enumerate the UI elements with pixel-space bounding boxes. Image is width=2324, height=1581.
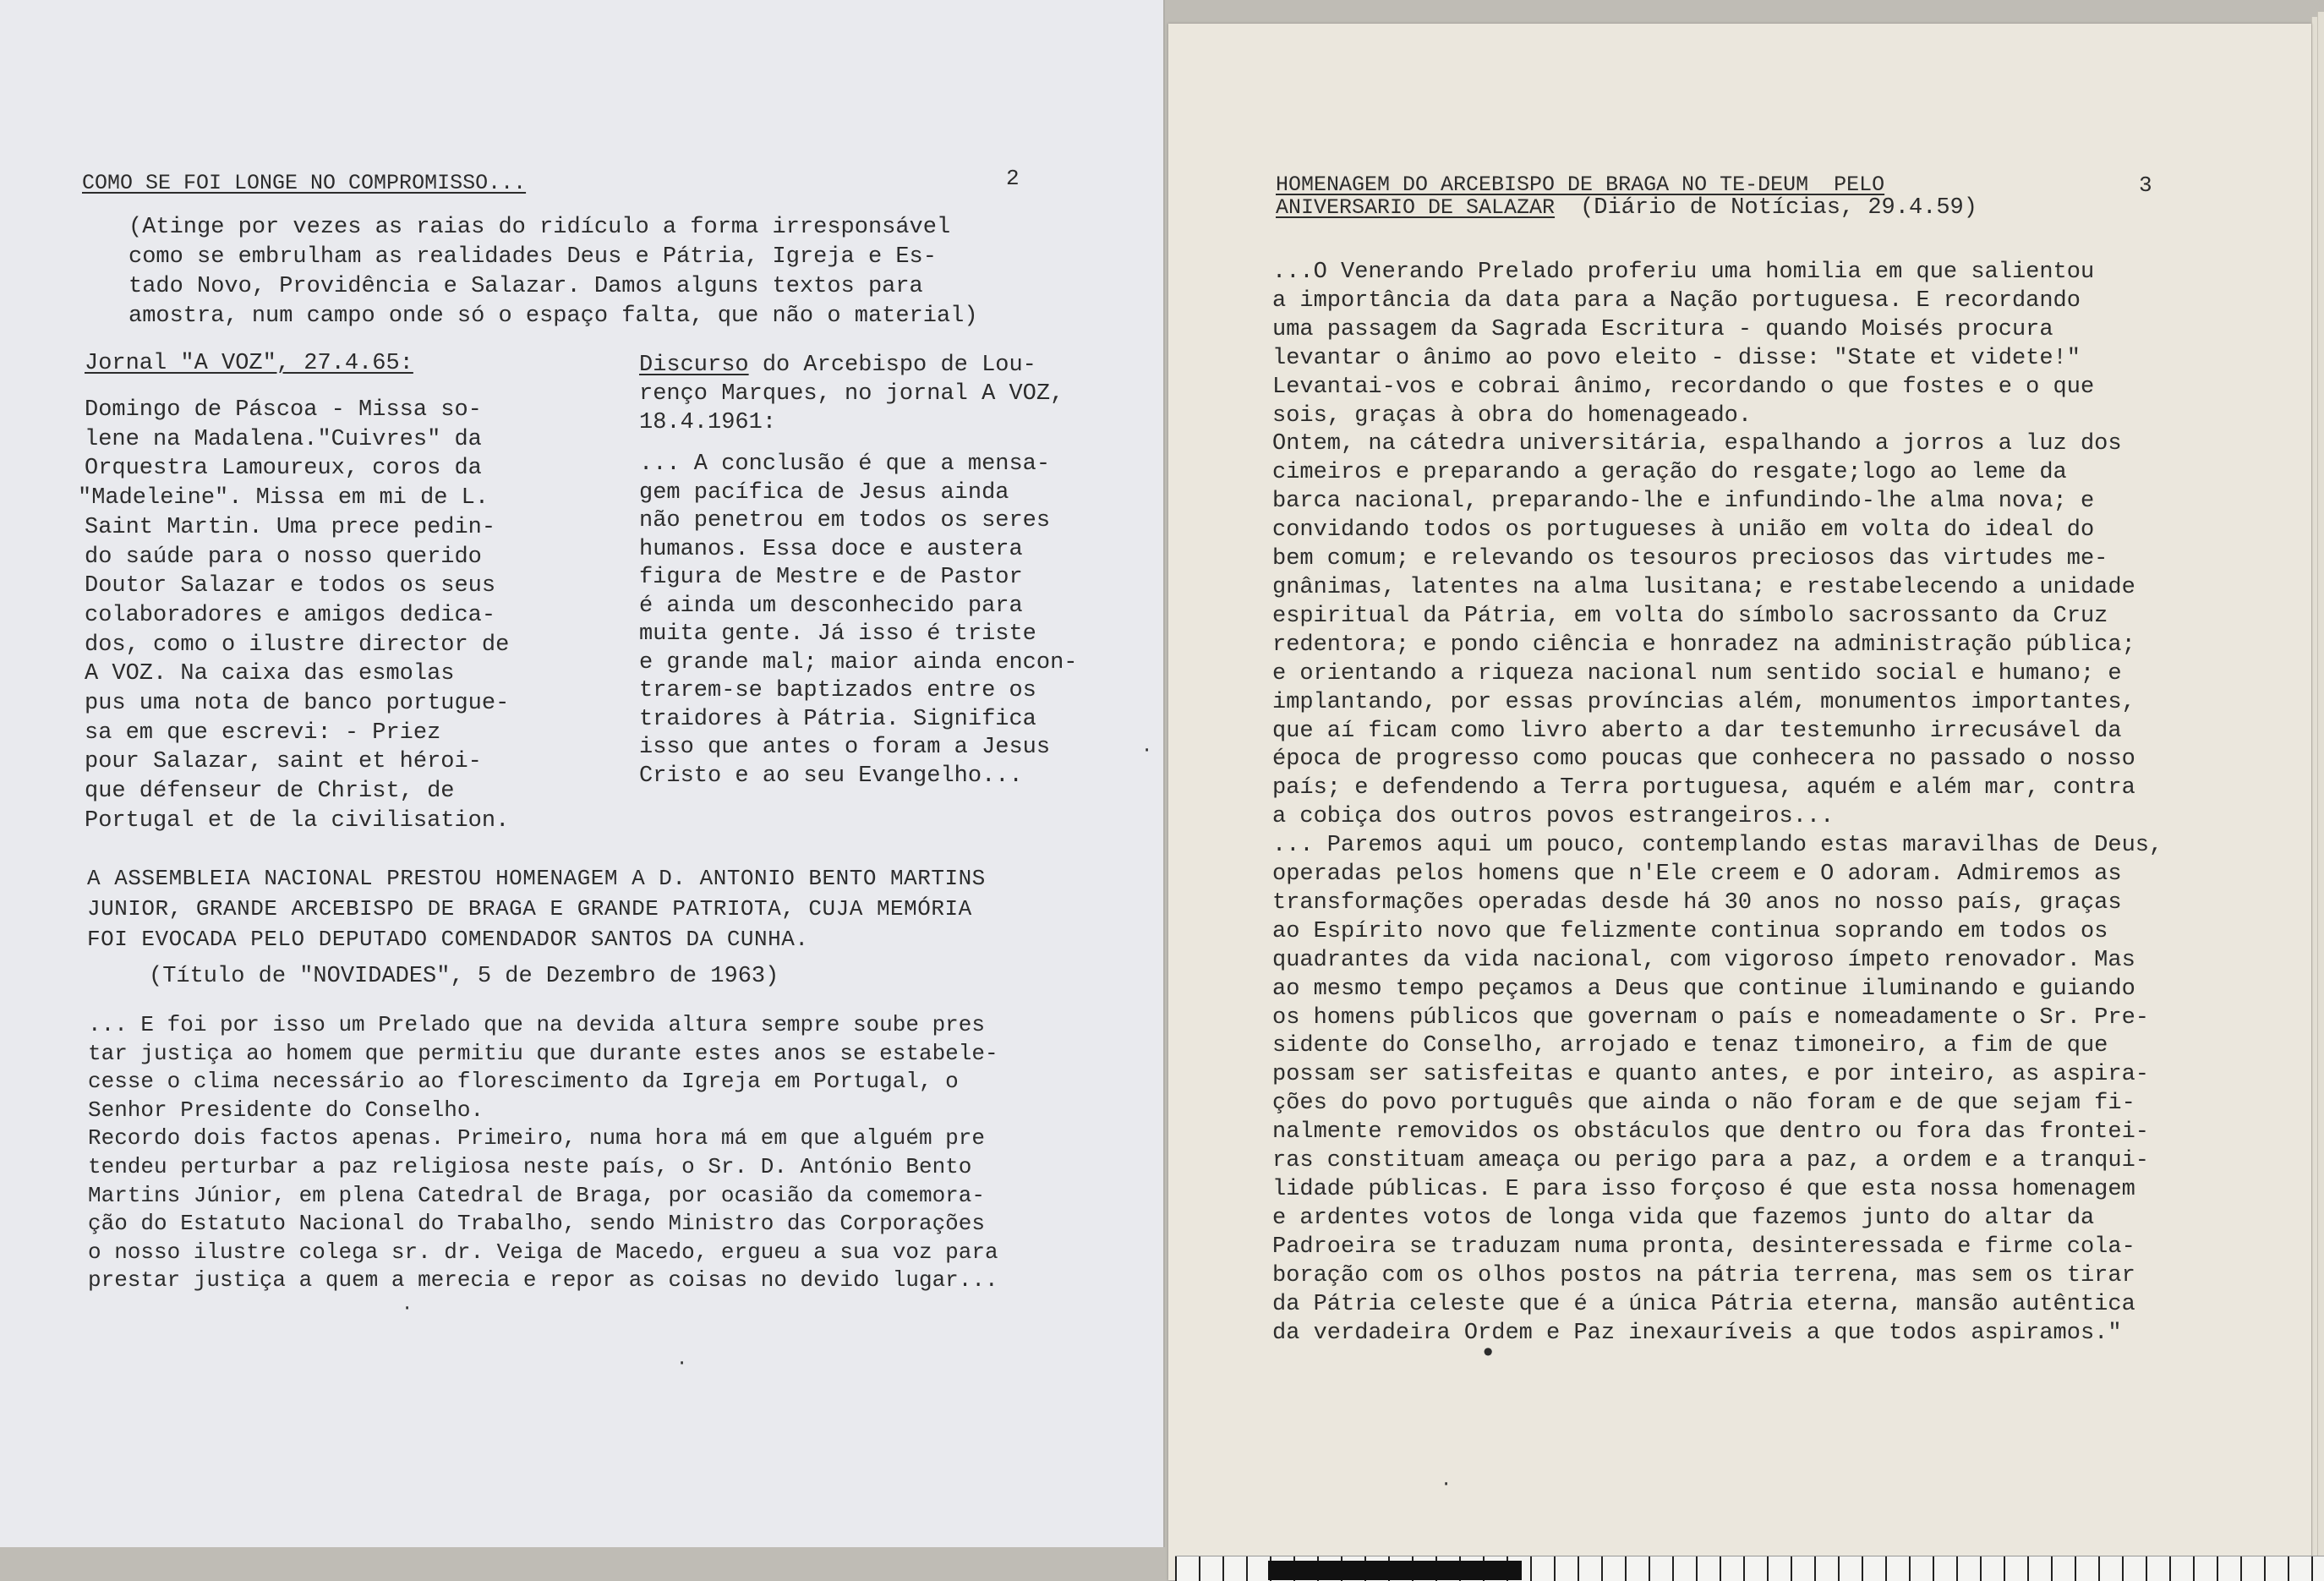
col2-heading-underlined: Discurso bbox=[639, 353, 749, 378]
body-line: nalmente removidos os obstáculos que dentro ou fora das frontei- bbox=[1272, 1119, 2149, 1146]
body-line: e ardentes votos de longa vida que fazemos junto do altar da bbox=[1272, 1205, 2095, 1231]
assembly-line: tendeu perturbar a paz religiosa neste país, o Sr. D. António Bento bbox=[88, 1153, 972, 1179]
col2-line: e grande mal; maior ainda encon- bbox=[639, 649, 1078, 676]
right-page-title-line1: HOMENAGEM DO ARCEBISPO DE BRAGA NO TE-DEUM PELO bbox=[1276, 172, 1885, 197]
body-line: redentora; e pondo ciência e honradez na administração pública; bbox=[1272, 632, 2135, 658]
assembly-line: Martins Júnior, em plena Catedral de Braga, por ocasião da comemora- bbox=[88, 1182, 985, 1208]
col1-line: "Madeleine". Missa em mi de L. bbox=[78, 485, 489, 512]
body-line: lidade públicas. E para isso forçoso é que esta nossa homenagem bbox=[1272, 1177, 2135, 1202]
body-line: boração com os olhos postos na pátria terrena, mas sem os tirar bbox=[1272, 1262, 2135, 1288]
col2-heading-line: renço Marques, no jornal A VOZ, bbox=[639, 381, 1064, 407]
body-line: barca nacional, preparando-lhe e infundindo-lhe alma nova; e bbox=[1272, 489, 2095, 515]
col2-line: é ainda um desconhecido para bbox=[639, 593, 1023, 619]
assembly-heading-line: FOI EVOCADA PELO DEPUTADO COMENDADOR SANTOS DA CUNHA. bbox=[87, 927, 809, 952]
col1-line: Doutor Salazar e todos os seus bbox=[85, 573, 496, 599]
assembly-body bbox=[88, 1011, 998, 1295]
col2-heading-line bbox=[639, 351, 1064, 380]
col2-body bbox=[639, 451, 1077, 790]
col1-line: que défenseur de Christ, de bbox=[85, 779, 455, 805]
col2-heading bbox=[639, 351, 1064, 437]
body-line: gnânimas, latentes na alma lusitana; e restabelecendo a unidade bbox=[1272, 574, 2135, 600]
ink-speck: · bbox=[676, 1353, 688, 1374]
assembly-heading-line: A ASSEMBLEIA NACIONAL PRESTOU HOMENAGEM A D. ANTONIO BENTO MARTINS bbox=[87, 866, 986, 891]
body-line: Padroeira se traduzam numa pronta, desinteressada e firme cola- bbox=[1272, 1234, 2135, 1260]
body-line: Levantai-vos e cobrai ânimo, recordando o que fostes e o que bbox=[1272, 374, 2095, 400]
assembly-line: cesse o clima necessário ao florescimento da Igreja em Portugal, o bbox=[88, 1069, 959, 1095]
col2-line: ... A conclusão é que a mensa- bbox=[639, 451, 1051, 477]
col1-heading: Jornal "A VOZ", 27.4.65: bbox=[85, 351, 413, 376]
col1-line: Domingo de Páscoa - Missa so- bbox=[85, 397, 482, 423]
right-page bbox=[1168, 24, 2311, 1580]
right-page-number: 3 bbox=[2139, 172, 2152, 198]
body-line: época de progresso como poucas que conhecera no passado o nosso bbox=[1272, 747, 2135, 773]
col2-heading-rest: do Arcebispo de Lou- bbox=[748, 353, 1036, 378]
intro-line: amostra, num campo onde só o espaço falta, que não o material) bbox=[129, 304, 978, 329]
assembly-source: (Título de "NOVIDADES", 5 de Dezembro de 1963) bbox=[149, 964, 779, 989]
body-line: convidando todos os portugueses à união em volta do ideal do bbox=[1272, 517, 2095, 544]
left-page-number: 2 bbox=[1006, 166, 1020, 191]
assembly-line: Recordo dois factos apenas. Primeiro, numa hora má em que alguém pre bbox=[88, 1125, 985, 1152]
assembly-line: tar justiça ao homem que permitiu que durante estes anos se estabele- bbox=[88, 1040, 998, 1066]
body-line: espiritual da Pátria, em volta do símbolo sacrossanto da Cruz bbox=[1272, 603, 2108, 629]
body-line: transformações operadas desde há 30 anos no nosso país, graças bbox=[1272, 889, 2122, 916]
col1-line: pour Salazar, saint et héroi- bbox=[85, 749, 482, 775]
body-line: ... Paremos aqui um pouco, contemplando estas maravilhas de Deus, bbox=[1272, 833, 2163, 859]
body-line: da Pátria celeste que é a única Pátria eterna, mansão autêntica bbox=[1272, 1291, 2135, 1317]
intro-line: (Atinge por vezes as raias do ridículo a forma irresponsável bbox=[129, 215, 951, 240]
col2-line: humanos. Essa doce e austera bbox=[639, 536, 1023, 562]
right-page-source: (Diário de Notícias, 29.4.59) bbox=[1580, 195, 1977, 221]
body-line: operadas pelos homens que n'Ele creem e O adoram. Admiremos as bbox=[1272, 862, 2122, 888]
body-line: sois, graças à obra do homenageado. bbox=[1272, 402, 1753, 429]
body-line: possam ser satisfeitas e quanto antes, e por inteiro, as aspira- bbox=[1272, 1062, 2149, 1088]
col2-line: trarem-se baptizados entre os bbox=[639, 678, 1036, 703]
col1-line: sa em que escrevi: - Priez bbox=[85, 719, 441, 746]
ink-speck: · bbox=[1441, 1474, 1452, 1495]
body-line: ções do povo português que ainda o não foram e de que sejam fi- bbox=[1272, 1091, 2135, 1117]
assembly-line: prestar justiça a quem a merecia e repor as coisas no devido lugar... bbox=[88, 1267, 998, 1294]
body-line: cimeiros e preparando a geração do resgate;logo ao leme da bbox=[1272, 460, 2067, 486]
body-line: ...O Venerando Prelado proferiu uma homilia em que salientou bbox=[1272, 260, 2095, 285]
col1-line: Portugal et de la civilisation. bbox=[85, 807, 510, 834]
ink-speck: · bbox=[1141, 740, 1153, 761]
col2-line: não penetrou em todos os seres bbox=[639, 508, 1051, 533]
col2-line: traidores à Pátria. Significa bbox=[639, 706, 1036, 732]
body-line: país; e defendendo a Terra portuguesa, aquém e além mar, contra bbox=[1272, 775, 2135, 801]
body-line: sidente do Conselho, arrojado e tenaz timoneiro, a fim de que bbox=[1272, 1033, 2108, 1059]
col1-line: do saúde para o nosso querido bbox=[85, 544, 482, 570]
ink-dot: • bbox=[1479, 1338, 1497, 1370]
intro-line: tado Novo, Providência e Salazar. Damos alguns textos para bbox=[129, 274, 923, 299]
col1-line: lene na Madalena."Cuivres" da bbox=[85, 426, 482, 452]
assembly-line: o nosso ilustre colega sr. dr. Veiga de Macedo, ergueu a sua voz para bbox=[88, 1239, 998, 1265]
col2-line: gem pacífica de Jesus ainda bbox=[639, 479, 1009, 506]
col1-line: pus uma nota de banco portugue- bbox=[85, 691, 510, 717]
col2-line: figura de Mestre e de Pastor bbox=[639, 565, 1023, 590]
assembly-line: ... E foi por isso um Prelado que na devida altura sempre soube pres bbox=[88, 1012, 985, 1037]
page-stack-edge bbox=[2317, 12, 2324, 1575]
body-line: os homens públicos que governam o país e nomeadamente o Sr. Pre- bbox=[1272, 1004, 2149, 1031]
assembly-heading bbox=[87, 863, 986, 955]
ink-speck: · bbox=[402, 1298, 413, 1319]
col2-line: muita gente. Já isso é triste bbox=[639, 621, 1036, 647]
assembly-line: ção do Estatuto Nacional do Trabalho, sendo Ministro das Corporações bbox=[88, 1211, 985, 1237]
body-line: uma passagem da Sagrada Escritura - quando Moisés procura bbox=[1272, 316, 2053, 342]
intro-line: como se embrulham as realidades Deus e Pátria, Igreja e Es- bbox=[129, 244, 937, 270]
right-page-title-row2 bbox=[1276, 195, 1977, 221]
col1-line: A VOZ. Na caixa das esmolas bbox=[85, 661, 455, 687]
body-line: implantando, por essas províncias além, monumentos importantes, bbox=[1272, 689, 2135, 715]
body-line: da verdadeira Ordem e Paz inexauríveis a que todos aspiramos." bbox=[1272, 1320, 2122, 1346]
col1-line: colaboradores e amigos dedica- bbox=[85, 602, 496, 628]
col2-heading-line: 18.4.1961: bbox=[639, 410, 777, 435]
body-line: bem comum; e relevando os tesouros preciosos das virtudes me- bbox=[1272, 546, 2108, 572]
left-page bbox=[0, 0, 1165, 1547]
body-line: ras constituam ameaça ou perigo para a paz, a ordem e a tranqui- bbox=[1272, 1148, 2149, 1174]
body-line: que aí ficam como livro aberto a dar testemunho irrecusável da bbox=[1272, 718, 2122, 744]
right-body bbox=[1272, 259, 2163, 1348]
body-line: ao Espírito novo que felizmente continua soprando em todos os bbox=[1272, 918, 2108, 944]
body-line: a cobiça dos outros povos estrangeiros... bbox=[1272, 804, 1835, 830]
col2-line: Cristo e ao seu Evangelho... bbox=[639, 763, 1023, 789]
col1-line: Orquestra Lamoureux, coros da bbox=[85, 456, 482, 482]
col1-line: Saint Martin. Uma prece pedin- bbox=[85, 514, 496, 540]
body-line: Ontem, na cátedra universitária, espalhando a jorros a luz dos bbox=[1272, 431, 2122, 457]
body-line: a importância da data para a Nação portuguesa. E recordando bbox=[1272, 287, 2081, 314]
left-page-title: COMO SE FOI LONGE NO COMPROMISSO... bbox=[82, 171, 527, 195]
left-intro bbox=[129, 213, 978, 331]
col1-body bbox=[78, 396, 510, 836]
assembly-line: Senhor Presidente do Conselho. bbox=[88, 1097, 484, 1123]
body-line: quadrantes da vida nacional, com vigoroso ímpeto renovador. Mas bbox=[1272, 947, 2135, 973]
body-line: e orientando a riqueza nacional num sentido social e humano; e bbox=[1272, 660, 2122, 687]
scale-ruler-black-bar bbox=[1268, 1561, 1522, 1580]
col1-line: dos, como o ilustre director de bbox=[85, 632, 510, 658]
body-line: levantar o ânimo ao povo eleito - disse: "State et videte!" bbox=[1272, 345, 2081, 371]
body-line: ao mesmo tempo peçamos a Deus que continue iluminando e guiando bbox=[1272, 976, 2135, 1002]
col2-line: isso que antes o foram a Jesus bbox=[639, 735, 1051, 760]
right-page-title-line2: ANIVERSARIO DE SALAZAR bbox=[1276, 195, 1556, 220]
assembly-heading-line: JUNIOR, GRANDE ARCEBISPO DE BRAGA E GRANDE PATRIOTA, CUJA MEMÓRIA bbox=[87, 896, 972, 922]
